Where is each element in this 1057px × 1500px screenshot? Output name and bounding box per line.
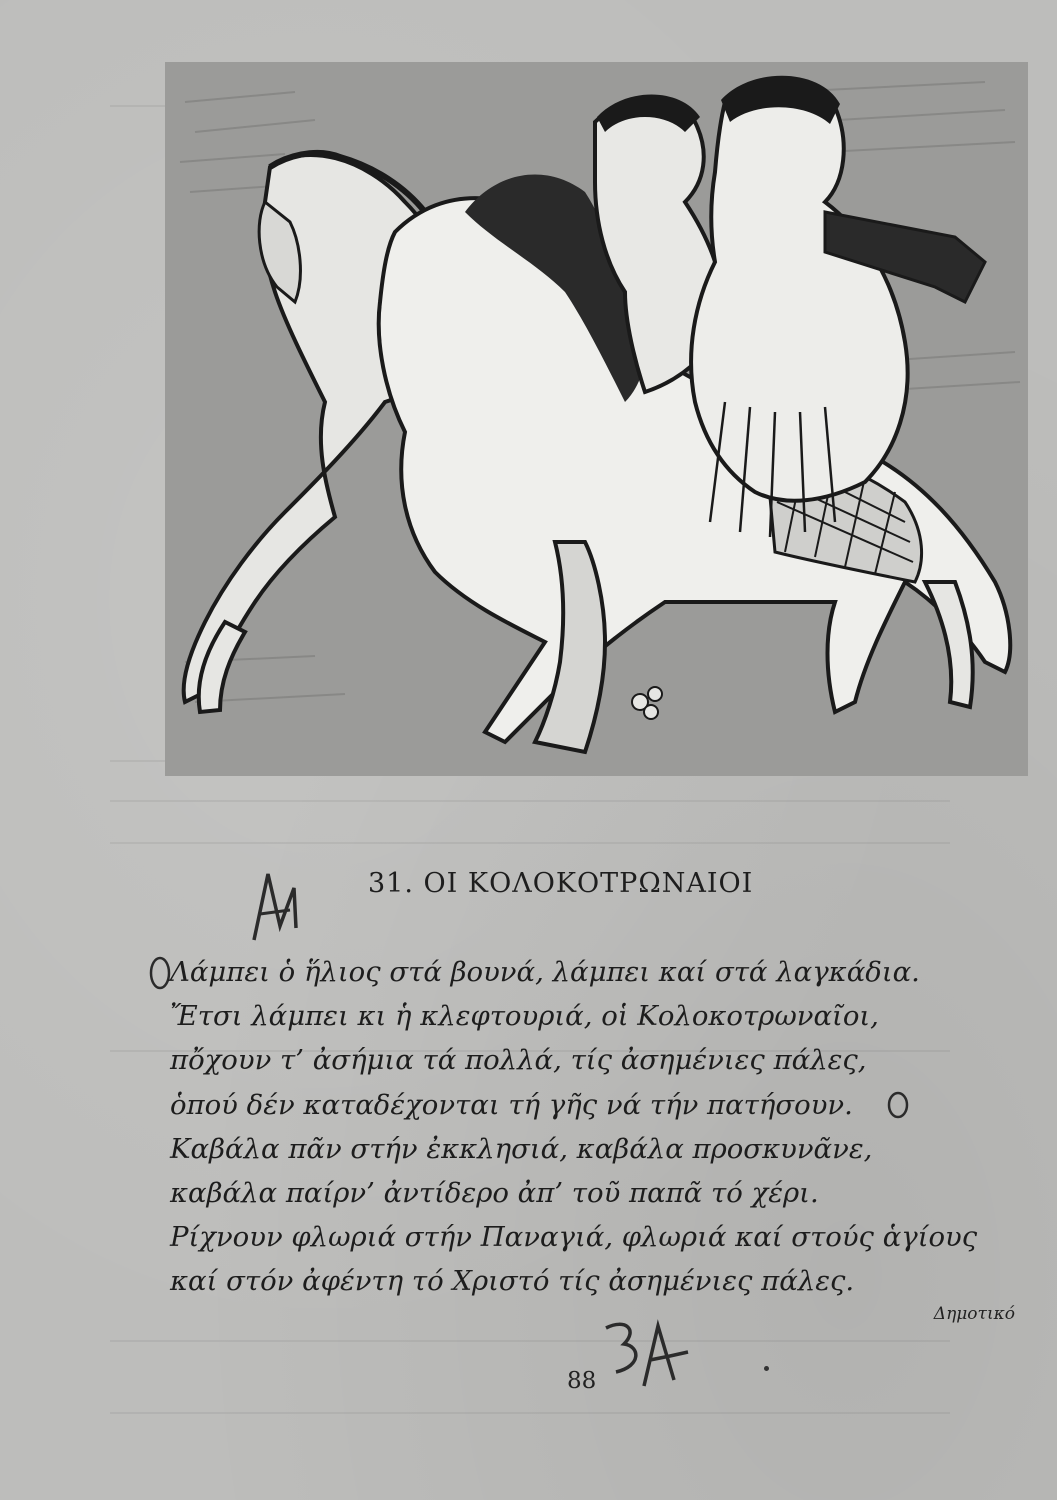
page-number: 88 <box>567 1368 597 1394</box>
poem-line: Λάμπει ὁ ἥλιος στά βουνά, λάμπει καί στά λαγκάδια. <box>170 956 920 988</box>
poem-line: πὄχουν τ’ ἀσήμια τά πολλά, τίς ἀσημένιες πάλες, <box>170 1044 867 1077</box>
bleed-through-line <box>110 842 950 844</box>
handwritten-a-mark-icon <box>246 866 316 946</box>
poem <box>170 950 1030 1304</box>
circle-mark-icon <box>884 1088 912 1122</box>
woodcut-illustration <box>165 62 1028 776</box>
poem-line: Ρίχνουν φλωριά στήν Παναγιά, φλωριά καί στούς ἁγίους <box>170 1221 978 1254</box>
poem-line: Ἔτσι λάμπει κι ἡ κλεφτουριά, οἱ Κολοκοτρωναῖοι, <box>170 1000 879 1033</box>
bleed-through-line <box>110 800 950 802</box>
horsemen-illustration-icon <box>165 62 1028 776</box>
bleed-through-line <box>110 1412 950 1414</box>
poem-line: Καβάλα πᾶν στήν ἐκκλησιά, καβάλα προσκυνᾶνε, <box>170 1132 873 1165</box>
poem-line: καί στόν ἀφέντη τό Χριστό τίς ἀσημένιες πάλες. <box>170 1265 855 1298</box>
handwritten-grade-mark-icon <box>596 1316 696 1396</box>
poem-line: καβάλα παίρν’ ἀντίδερο ἀπ’ τοῦ παπᾶ τό χέρι. <box>170 1176 819 1209</box>
poem-line: ὁπού δέν καταδέχονται τή γῆς νά τήν πατήσουν. <box>170 1088 853 1121</box>
chapter-title: 31. ΟΙ ΚΟΛΟΚΟΤΡΩΝΑΙΟΙ <box>368 868 754 899</box>
ink-dot <box>764 1366 769 1371</box>
source-attribution: Δημοτικό <box>933 1304 1015 1324</box>
bleed-through-line <box>110 1340 950 1342</box>
